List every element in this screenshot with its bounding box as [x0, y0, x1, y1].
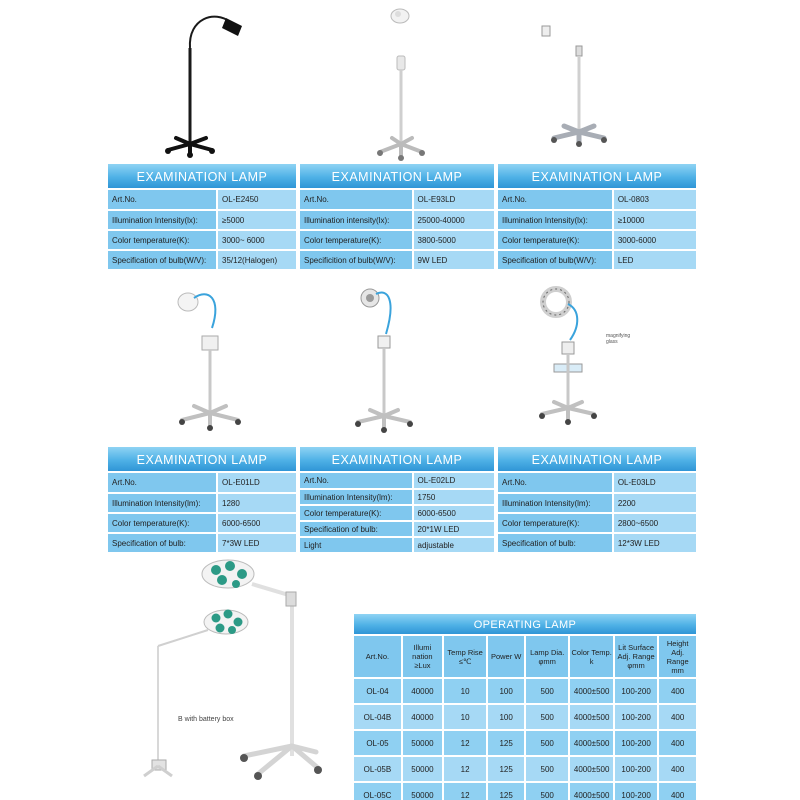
table-row: OL-04B 40000 10 100 500 4000±500 100-200 400: [354, 704, 696, 730]
card-title: EXAMINATION LAMP: [300, 164, 494, 190]
magnifying-glass-note: magnifying glass: [606, 333, 631, 345]
table-row: Specification of bulb(W/V): LED: [498, 250, 696, 270]
table-row: Illumination Intensity(lm): 1750: [300, 489, 494, 505]
table-row: Specification of bulb: 7*3W LED: [108, 533, 296, 553]
table-row: Specification of bulb: 12*3W LED: [498, 533, 696, 553]
table-row: Color temperature(K): 6000-6500: [300, 505, 494, 521]
table-row: Illumination Intensity(lm): 2200: [498, 493, 696, 513]
table-row: Color temperature(K): 3000-6000: [498, 230, 696, 250]
table-row: Art.No. OL-E2450: [108, 190, 296, 210]
spec-card-4: [108, 447, 296, 554]
spec-card-1: [108, 164, 296, 271]
spec-card-5: [300, 447, 494, 554]
card-title: EXAMINATION LAMP: [300, 447, 494, 473]
lamp-image-ol-0803: [538, 22, 618, 152]
table-row: Color temperature(K): 2800~6500: [498, 513, 696, 533]
col-temp-rise: Temp Rise ≤℃: [443, 636, 487, 678]
table-row: Specification of bulb(W/V): 35/12(Halogen): [108, 250, 296, 270]
table-row: Art.No. OL-E93LD: [300, 190, 494, 210]
battery-box-note: B with battery box: [178, 716, 234, 723]
table-row: Art.No. OL-0803: [498, 190, 696, 210]
col-lit-surface: Lit Surface Adj. Range φmm: [614, 636, 658, 678]
table-row: OL-05C 50000 12 125 500 4000±500 100-200 400: [354, 782, 696, 800]
table-row: OL-04 40000 10 100 500 4000±500 100-200 400: [354, 678, 696, 704]
lamp-image-ol-e2450: [160, 8, 250, 158]
table-row: Specification of bulb: 20*1W LED: [300, 521, 494, 537]
lamp-image-operating: [148, 556, 323, 786]
spec-card-2: [300, 164, 494, 271]
table-row: Art.No. OL-E02LD: [300, 473, 494, 489]
col-illumination: Illumi nation ≥Lux: [402, 636, 443, 678]
spec-card-6: [498, 447, 696, 554]
lamp-image-ol-e01ld: [174, 288, 244, 443]
table-header-row: [354, 636, 696, 678]
card-title: EXAMINATION LAMP: [108, 164, 296, 190]
table-row: Illumination intensity(lx): 25000-40000: [300, 210, 494, 230]
spec-table: [108, 190, 296, 271]
table-row: OL-05B 50000 12 125 500 4000±500 100-200 400: [354, 756, 696, 782]
col-art-no: Art.No.: [354, 636, 402, 678]
lamp-image-ol-e02ld: [350, 286, 420, 446]
table-row: Art.No. OL-E03LD: [498, 473, 696, 493]
card-title: EXAMINATION LAMP: [108, 447, 296, 473]
table-row: Color temperature(K): 3000~ 6000: [108, 230, 296, 250]
col-color-temp: Color Temp. k: [569, 636, 613, 678]
lamp-image-ol-e03ld: [536, 286, 616, 436]
card-title: EXAMINATION LAMP: [498, 447, 696, 473]
lamp-image-ol-e93ld: [370, 4, 440, 164]
col-lamp-dia: Lamp Dia. φmm: [525, 636, 569, 678]
spec-table: [498, 190, 696, 271]
table-row: Color temperature(K): 6000-6500: [108, 513, 296, 533]
operating-lamp-table: [354, 614, 696, 800]
table-row: OL-05 50000 12 125 500 4000±500 100-200 400: [354, 730, 696, 756]
col-height-adj: Height Adj. Range mm: [658, 636, 696, 678]
col-power: Power W: [487, 636, 525, 678]
table-row: Illumination Intensity(lm): 1280: [108, 493, 296, 513]
card-title: EXAMINATION LAMP: [498, 164, 696, 190]
spec-table: [108, 473, 296, 554]
table-row: Art.No. OL-E01LD: [108, 473, 296, 493]
table-row: Light adjustable: [300, 537, 494, 553]
spec-table: [300, 473, 494, 554]
table-row: Specificition of bulb(W/V): 9W LED: [300, 250, 494, 270]
table-row: Color temperature(K): 3800-5000: [300, 230, 494, 250]
operating-spec-table: [354, 636, 696, 800]
table-row: Illumination Intensity(lx): ≥5000: [108, 210, 296, 230]
spec-table: [300, 190, 494, 271]
spec-table: [498, 473, 696, 554]
table-row: Illumination Intensity(lx): ≥10000: [498, 210, 696, 230]
spec-card-3: [498, 164, 696, 271]
operating-title: OPERATING LAMP: [354, 614, 696, 636]
